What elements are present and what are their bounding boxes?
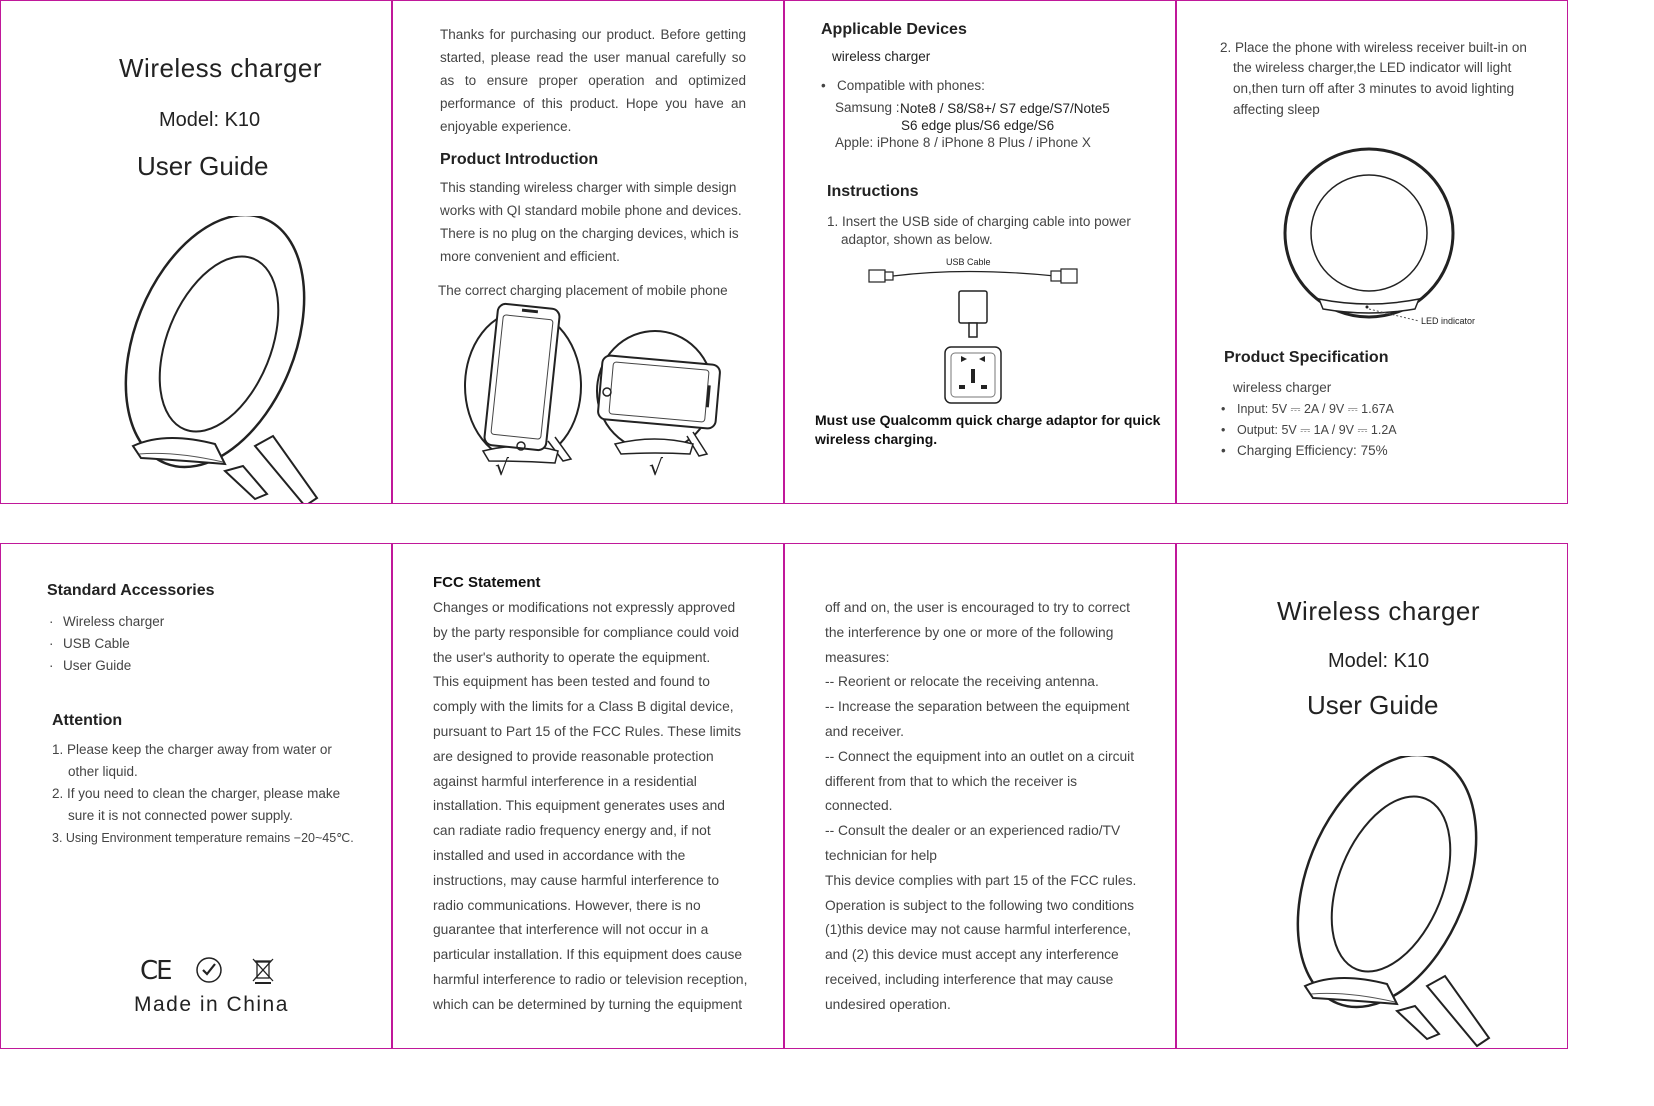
accessories-panel bbox=[0, 543, 392, 1049]
back-cover-panel bbox=[1176, 543, 1568, 1049]
product-introduction-heading: Product Introduction bbox=[440, 151, 599, 168]
thanks-paragraph: Thanks for purchasing our product. Before getting started, please read the user manual carefully so as to ensure proper operation and optimized performance of this product. Hope you have an enjoyable experience. bbox=[440, 27, 746, 134]
spec-panel bbox=[1176, 0, 1568, 504]
fcc2-line: -- Increase the separation between the equipment bbox=[825, 699, 1130, 715]
wall-socket-icon bbox=[941, 343, 1005, 407]
fcc2-line: different from that to which the receiver is bbox=[825, 773, 1078, 789]
fcc-line: can radiate radio frequency energy and, if not bbox=[433, 823, 711, 839]
attention-3: 3. Using Environment temperature remains −20~45℃. bbox=[52, 831, 354, 845]
attention-1-line2: other liquid. bbox=[68, 764, 138, 779]
spec-product: wireless charger bbox=[1233, 380, 1332, 395]
fcc-line: radio communications. However, there is no bbox=[433, 897, 701, 913]
fcc-line: comply with the limits for a Class B digital device, bbox=[433, 699, 734, 715]
spec-efficiency-row bbox=[1221, 440, 1388, 462]
cover-title: Wireless charger bbox=[119, 53, 323, 83]
spec-input: Input: 5V ⎓ 2A / 9V ⎓ 1.67A bbox=[1237, 402, 1394, 416]
fcc-line: instructions, may cause harmful interference to bbox=[433, 872, 720, 888]
fcc-text bbox=[433, 596, 747, 1018]
charger-illustration bbox=[105, 216, 325, 504]
product-description: This standing wireless charger with simple design works with QI standard mobile phone and devices. There is no plug on the charging devices, which is more convenient and efficient. bbox=[440, 180, 742, 264]
bullet-icon: · bbox=[49, 658, 54, 673]
fcc2-line: -- Connect the equipment into an outlet on a circuit bbox=[825, 748, 1135, 764]
applicable-devices-heading: Applicable Devices bbox=[821, 21, 967, 38]
fcc2-line: undesired operation. bbox=[825, 996, 951, 1012]
charger-illustration-back bbox=[1277, 756, 1497, 1049]
bullet-icon: · bbox=[49, 636, 54, 651]
spec-output: Output: 5V ⎓ 1A / 9V ⎓ 1.2A bbox=[1237, 423, 1397, 437]
spec-output-row bbox=[1221, 419, 1397, 441]
spec-input-row bbox=[1221, 398, 1394, 420]
standard-accessories-heading: Standard Accessories bbox=[47, 582, 215, 599]
apple-models: Apple: iPhone 8 / iPhone 8 Plus / iPhone X bbox=[835, 135, 1091, 150]
product-specification-heading: Product Specification bbox=[1224, 349, 1389, 366]
fcc2-line: connected. bbox=[825, 798, 893, 814]
fcc-line: This equipment has been tested and found to bbox=[433, 674, 710, 690]
fcc-line: pursuant to Part 15 of the FCC Rules. These limits bbox=[433, 723, 742, 739]
step2-line2: the wireless charger,the LED indicator will light bbox=[1233, 60, 1512, 75]
usb-cable-label: USB Cable bbox=[946, 257, 991, 267]
accessory-item-label: User Guide bbox=[63, 658, 132, 673]
rohs-icon bbox=[194, 956, 224, 986]
fcc-line: installation. This equipment generates uses and bbox=[433, 798, 725, 814]
step2-line3: on,then turn off after 3 minutes to avoid lighting bbox=[1233, 81, 1515, 96]
fcc-line: installed and used in accordance with the bbox=[433, 847, 686, 863]
fcc2-line: (1)this device may not cause harmful interference, bbox=[825, 922, 1131, 938]
samsung-label: Samsung : bbox=[835, 100, 900, 115]
fcc-continued-text bbox=[825, 596, 1136, 1018]
fcc-line: are designed to provide reasonable protection bbox=[433, 748, 714, 764]
bullet-icon: • bbox=[1221, 423, 1226, 437]
cover-guide: User Guide bbox=[137, 151, 269, 181]
usb-cable-icon bbox=[865, 263, 1085, 289]
fcc2-line: Operation is subject to the following two conditions bbox=[825, 897, 1135, 913]
fcc-heading: FCC Statement bbox=[433, 574, 541, 591]
step1-line1: 1. Insert the USB side of charging cable into power bbox=[827, 214, 1131, 229]
fcc2-line: -- Consult the dealer or an experienced radio/TV bbox=[825, 823, 1121, 839]
fcc-line: guarantee that interference will not occur in a bbox=[433, 922, 709, 938]
step2-line1: 2. Place the phone with wireless receiver built-in on bbox=[1220, 40, 1527, 55]
horizontal-placement-illustration bbox=[595, 326, 735, 466]
fcc2-line: measures: bbox=[825, 649, 890, 665]
accessory-item-label: USB Cable bbox=[63, 636, 130, 651]
cover-model: Model: K10 bbox=[159, 109, 261, 131]
attention-1-line1: 1. Please keep the charger away from water or bbox=[52, 742, 332, 757]
step1-line2: adaptor, shown as below. bbox=[841, 232, 993, 247]
bullet-icon: · bbox=[49, 614, 54, 629]
compatible-label: Compatible with phones: bbox=[837, 78, 985, 93]
back-model: Model: K10 bbox=[1328, 650, 1430, 672]
attention-heading: Attention bbox=[52, 712, 123, 729]
led-indicator-label: LED indicator bbox=[1421, 316, 1476, 326]
qualcomm-note-line2: wireless charging. bbox=[815, 431, 938, 447]
bullet-icon: • bbox=[1221, 402, 1226, 416]
bullet-icon: • bbox=[1221, 443, 1226, 458]
instructions-heading: Instructions bbox=[827, 183, 919, 200]
spec-efficiency: Charging Efficiency: 75% bbox=[1237, 443, 1388, 458]
attention-2-line2: sure it is not connected power supply. bbox=[68, 808, 293, 823]
charger-front-illustration bbox=[1267, 141, 1497, 341]
fcc-line: the user's authority to operate the equipment. bbox=[433, 649, 711, 665]
accessory-item bbox=[49, 633, 130, 655]
fcc-line: harmful interference to radio or television reception, bbox=[433, 971, 748, 987]
fcc2-line: and (2) this device must accept any interference bbox=[825, 947, 1119, 963]
power-adapter-icon bbox=[953, 289, 993, 341]
made-in-china: Made in China bbox=[134, 993, 289, 1016]
placement-caption: The correct charging placement of mobile phone bbox=[438, 283, 728, 298]
check-mark-horizontal: √ bbox=[649, 456, 664, 481]
intro-panel bbox=[392, 0, 784, 504]
samsung-models-line2: S6 edge plus/S6 edge/S6 bbox=[901, 118, 1055, 133]
bullet-icon: • bbox=[821, 78, 826, 93]
accessory-item bbox=[49, 655, 131, 677]
cover-panel bbox=[0, 0, 392, 504]
fcc2-line: technician for help bbox=[825, 847, 937, 863]
fcc-continued-panel bbox=[784, 543, 1176, 1049]
accessory-item bbox=[49, 611, 164, 633]
fcc-line: which can be determined by turning the equipment bbox=[433, 996, 743, 1012]
fcc2-line: received, including interference that may cause bbox=[825, 971, 1114, 987]
fcc2-line: and receiver. bbox=[825, 723, 904, 739]
fcc-line: against harmful interference in a residential bbox=[433, 773, 697, 789]
check-mark-vertical: √ bbox=[495, 456, 510, 481]
fcc2-line: -- Reorient or relocate the receiving antenna. bbox=[825, 674, 1099, 690]
fcc-line: Changes or modifications not expressly approved bbox=[433, 600, 736, 615]
applicable-product: wireless charger bbox=[832, 49, 931, 64]
vertical-placement-illustration bbox=[463, 301, 593, 476]
back-guide: User Guide bbox=[1307, 690, 1439, 720]
applicable-panel bbox=[784, 0, 1176, 504]
fcc-line: by the party responsible for compliance could void bbox=[433, 624, 739, 640]
fcc-line: particular installation. If this equipment does cause bbox=[433, 947, 743, 963]
attention-2-line1: 2. If you need to clean the charger, please make bbox=[52, 786, 341, 801]
fcc2-line: off and on, the user is encouraged to try to correct bbox=[825, 600, 1130, 615]
step2-line4: affecting sleep bbox=[1233, 102, 1320, 117]
ce-mark: CE bbox=[140, 956, 171, 986]
back-title: Wireless charger bbox=[1277, 596, 1481, 626]
fcc2-line: This device complies with part 15 of the FCC rules. bbox=[825, 872, 1137, 888]
compatible-label-row bbox=[821, 75, 985, 97]
accessory-item-label: Wireless charger bbox=[63, 614, 165, 629]
samsung-models-line1: Note8 / S8/S8+/ S7 edge/S7/Note5 bbox=[900, 101, 1110, 116]
weee-bin-icon bbox=[250, 956, 276, 986]
qualcomm-note-line1: Must use Qualcomm quick charge adaptor for quick bbox=[815, 412, 1161, 428]
fcc2-line: the interference by one or more of the following bbox=[825, 624, 1114, 640]
fcc-panel bbox=[392, 543, 784, 1049]
